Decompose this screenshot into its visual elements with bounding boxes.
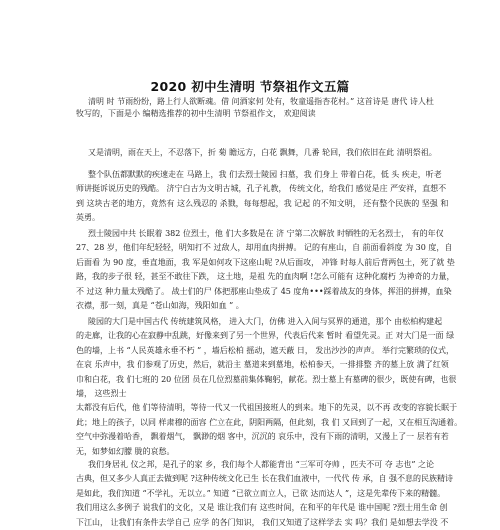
paragraph <box>76 168 449 226</box>
paragraph-line: 墙， 这些烈士 <box>76 389 127 399</box>
paragraph <box>76 227 455 313</box>
paragraph-line: 衣襟，那一刻，真是 “苍山如海，残阳如血 ” 。 <box>76 301 244 311</box>
intro-line: 清明 时 节雨纷纷，路上行人欲断魂。借 问酒家何 处有，牧童遥指杏花村。” 这首诗是 唐代 诗人杜 <box>88 97 434 106</box>
paragraph-line: 27、28 岁，他们年纪轻轻，明知打不 过敌人，却用血肉拼搏。 记的有座山，自 前面看斜度 为 30 度，自 <box>76 243 453 253</box>
paragraph <box>76 146 437 160</box>
paragraph-line: 师讲挺诉说历史的残酷。 济宁白古为文明古城，孔子礼教， 传统文化，给我们 感觉是庄 严安祥，直想不 <box>76 184 447 194</box>
paragraph-line: 我们身居礼 仪之邦，是孔子的家 乡，我们每个人都能背出 “三军可夺帅 ，匹夫不可 夺 志也” 之论 <box>88 460 434 469</box>
paragraph-line: 下江山， 让我们有条件去学自己 应学 的各门知识， 我们又知道了这样学去 实 吗？我们 是如想去学没 不 <box>76 517 449 527</box>
paragraph-line: 是如此，我们知道 “不学礼，无以立。” 知道 “已欲立而立人，已欲 达而达人 ”，这是先辈传下来的精髓。 <box>76 488 446 498</box>
paragraph-line: 无，如梦如幻朦 胧的哀愁。 <box>76 446 175 456</box>
paragraph-line: 巾和白花，我 们七班的 20 位团 员在几位烈墓前集体鞠躬，献花。烈士墓上有墓碑的很少，既使有碑，也很 <box>76 374 457 384</box>
paragraph <box>76 315 463 459</box>
paragraph-line: 古典，但又多少人真正去做到呢 ?这种传统文化已生 长在我们血液中，一代代 传 承，自 强不息的民族精诗 <box>76 474 453 484</box>
paragraph-line: 整个队伍都默默的疾速走在 马路上，我 们去烈士陵园 扫墓，我 们身上 带着白花，低 头 疾走，听老 <box>88 170 442 179</box>
paragraph-line: 在哀 乐声中，我 们参观了历史，然后，就沿主 墓道来到墓地，松柏参天，一排排整 齐的墓上放 满了红领 <box>76 360 449 370</box>
paragraph-line: 空气中弥漫着哈香， 飘着烟气， 飘渺的烟 客中，沉沉的 哀乐中，没有下雨的清明，又漫上了一 层若有若 <box>76 432 449 442</box>
paragraph-line: 又是清明，雨在天上，不忍落下，折 菊 瞻远方，白花 飘舞，几番 轮回，我们依旧在此 清明祭祖。 <box>88 148 437 157</box>
paragraph-line: 的走廊，让我的心在寂静中乱跳，好像来到了另一个世界，代表后代来 暂时 看望先灵。正 对大门是一面 绿 <box>76 331 455 341</box>
paragraph-line: 太都没有后代，他 们等待清明，等待一代又一代祖国接班人的到来。地下的先灵，以不再 改变的容貌长眠于 <box>76 403 458 413</box>
paragraph-line: 不 过这 种力量太残酷了。 战士们的尸 体把那座山垫成了 45 度角•••踩着战友的身体，挥泪的拼搏，血染 <box>76 286 452 296</box>
intro-line: 牧写的，下面是小 编精选推荐的初中生清明 节祭祖作文， 欢迎阅读 <box>76 109 316 118</box>
paragraph-line: 后面看 为 90 度，垂直地面，我 军是如何攻下这座山呢 ?从后面攻， 冲锋 时每人前后背两包土，死了就 垫 <box>76 257 455 267</box>
document-intro <box>76 96 436 120</box>
document-title: 2020 初中生清明 节祭祖作文五篇 <box>150 79 350 94</box>
paragraph-line: 我们用这么多例子 说我们的文化，又是 谁让我们有 这些时间，在和平的年代是 谁中国呢 ?烈士用生命 创 <box>76 503 448 513</box>
paragraph-line: 陵园的大门是中国古代 传统建筑风格， 进入大门，仿佛 进入入间与冥界的通道，那个 由松柏构建起 <box>88 317 443 326</box>
paragraph-line: 路，我的步子很 轻，甚至不敢往下跌， 这土地，是祖 先的血肉啊 !怎么可能有 这种化腐朽 为神奇的力量， <box>76 272 455 282</box>
paragraph <box>76 458 453 530</box>
paragraph-line: 英勇。 <box>76 213 100 223</box>
paragraph-line: 烈士陵园中共 长眠着 382 位烈士，他 们大多数是在 济 宁第二次解放 时牺牲的无名烈士， 有的年仅 <box>88 229 444 238</box>
paragraph-line: 此；地上的孩子，以同 样肃穆的面容 伫立在此，阴阳两隔，但此刻，我 们 又回到了一起，又在相互沟通着。 <box>76 417 463 427</box>
paragraph-line: 色的墙，上书 “人民英雄永垂不朽 ” ，墙后松柏 摇动，遮天蔽 日， 发出沙沙的声声。 举行完繁琐的仪式， <box>76 345 454 355</box>
paragraph-line: 到 这块古老的地方，竟然有 这么残忍的 杀戮，每每想起，我 记起 的不知文明， 还有整个民族的 坚强 和 <box>76 198 449 208</box>
